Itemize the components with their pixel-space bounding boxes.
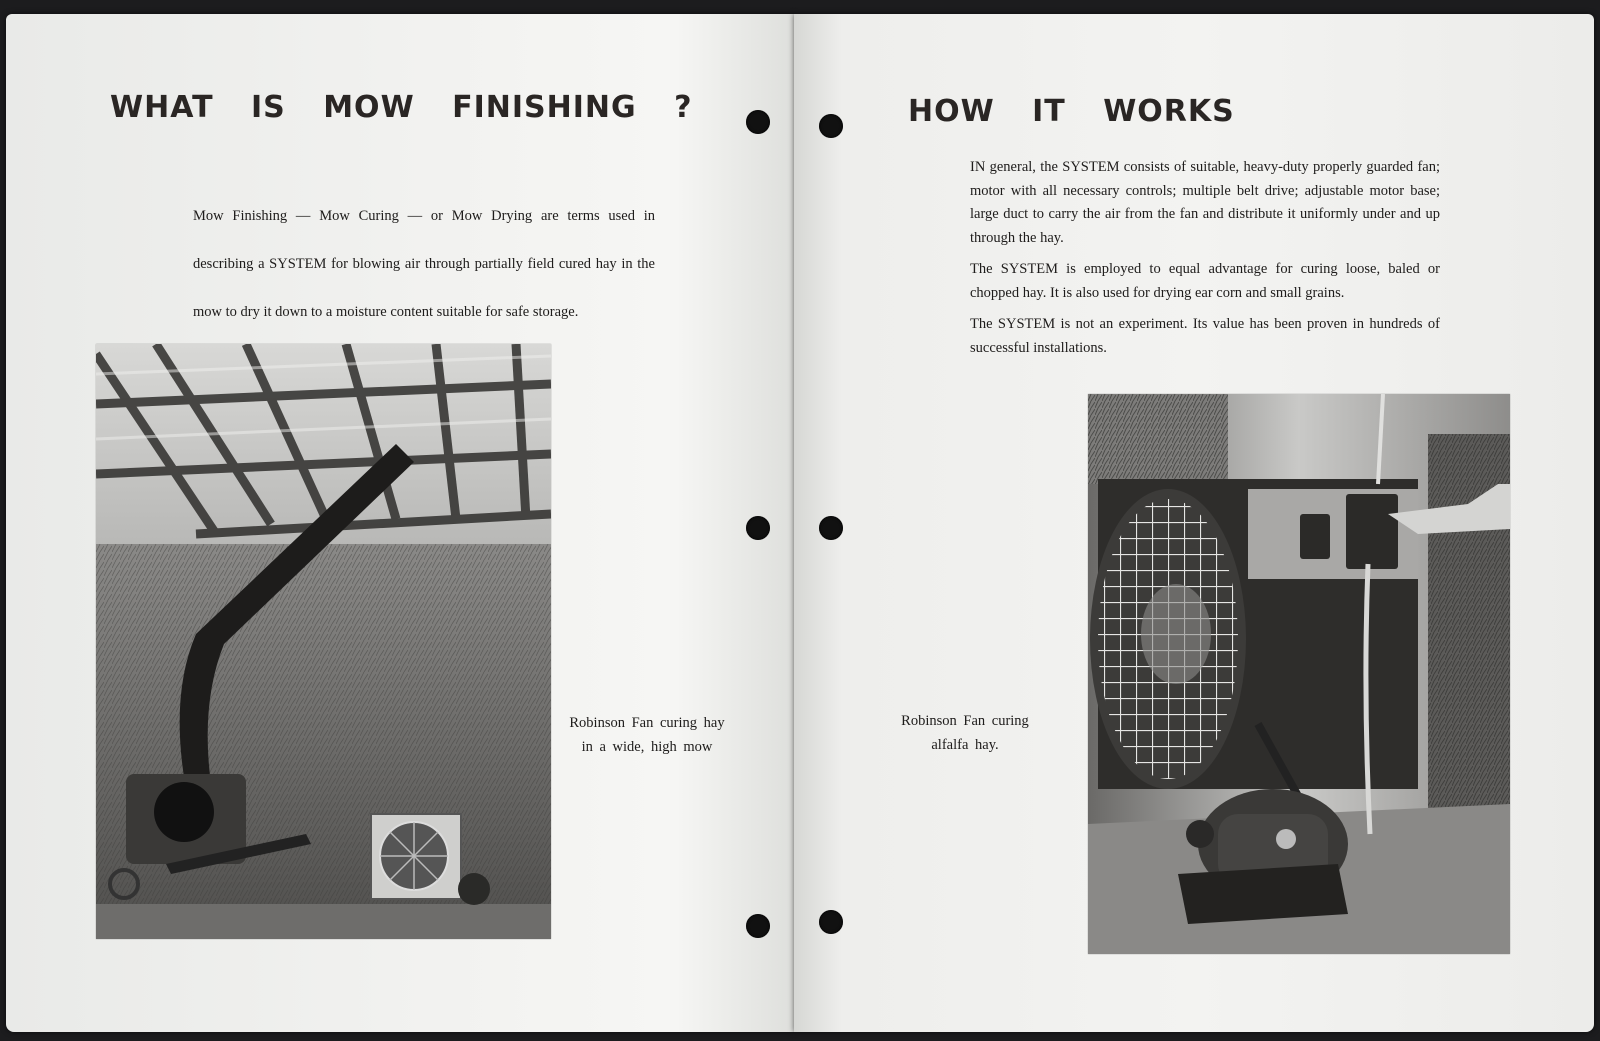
binder-hole — [746, 516, 770, 540]
barn-hay-mow-photo — [96, 344, 551, 939]
binder-hole — [819, 516, 843, 540]
caption-line: Robinson Fan curing hay — [569, 715, 725, 731]
binder-hole — [746, 110, 770, 134]
intro-paragraph: Mow Finishing — Mow Curing — or Mow Drying are terms used in describing a SYSTEM for blowing air through partially field cured hay in the mow to dry it down to a moisture content suitable for safe storage. — [193, 208, 655, 320]
right-page — [794, 14, 1594, 1032]
left-photo-caption — [562, 711, 732, 759]
binder-hole — [819, 114, 843, 138]
caption-line: in a wide, high mow — [581, 739, 713, 755]
body-paragraphs — [970, 156, 1440, 368]
binder-hole — [746, 914, 770, 938]
paragraph: IN general, the SYSTEM consists of suitable, heavy-duty properly guarded fan; motor with all necessary controls; multiple belt drive; adjustable motor base; large duct to carry the air from the fan and distribute it uniformly under and up through the hay. — [970, 159, 1440, 246]
right-photo-caption — [880, 709, 1050, 757]
binder-hole — [819, 910, 843, 934]
fan-and-motor-photo — [1088, 394, 1510, 954]
caption-line: alfalfa hay. — [931, 737, 999, 753]
paragraph: The SYSTEM is employed to equal advantage for curing loose, baled or chopped hay. It is also used for drying ear corn and small grains. — [970, 261, 1440, 301]
page-heading: HOW IT WORKS — [908, 94, 1235, 129]
page-heading: WHAT IS MOW FINISHING ? — [110, 90, 693, 125]
caption-line: Robinson Fan curing — [901, 713, 1029, 729]
paragraph: The SYSTEM is not an experiment. Its value has been proven in hundreds of successful installations. — [970, 316, 1440, 356]
left-page — [6, 14, 794, 1032]
